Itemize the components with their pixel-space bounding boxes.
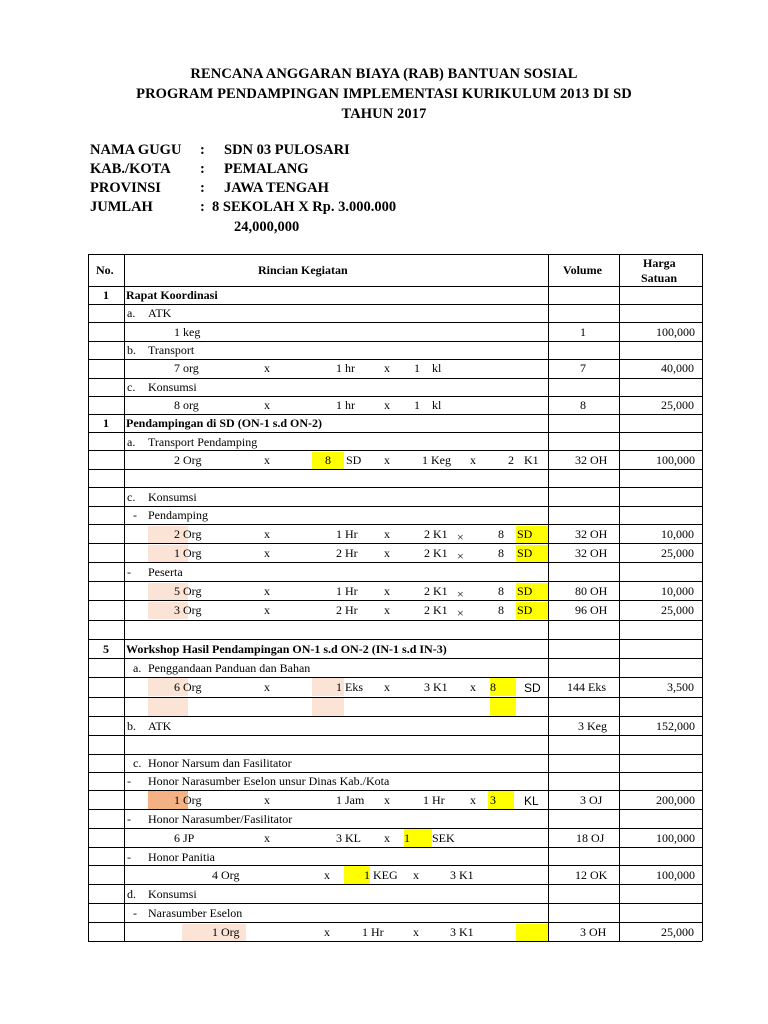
grid-line — [88, 469, 702, 470]
highlight-cell — [148, 678, 188, 696]
times: x — [470, 793, 476, 807]
qty: 1 — [212, 925, 218, 939]
times: x — [264, 831, 270, 845]
times: x — [324, 868, 330, 882]
highlight-cell — [148, 791, 188, 809]
times: × — [457, 530, 464, 544]
qty: 2 Hr — [336, 546, 358, 560]
sub-item-text: Narasumber Eselon — [148, 906, 243, 920]
colon: : — [200, 161, 205, 177]
qty: 3 K1 — [424, 680, 448, 694]
times: x — [384, 361, 390, 375]
qty: 3 — [490, 793, 496, 807]
qty: 2 K1 — [424, 584, 448, 598]
times: x — [413, 868, 419, 882]
price: 100,000 — [656, 831, 695, 845]
price: 152,000 — [656, 719, 695, 733]
col-rincian: Rincian Kegiatan — [258, 263, 348, 277]
grid-line — [88, 922, 702, 923]
price: 3,500 — [667, 680, 694, 694]
volume: 144 Eks — [567, 680, 606, 694]
times: x — [384, 398, 390, 412]
unit: Org — [183, 527, 202, 541]
price: 100,000 — [656, 453, 695, 467]
item-letter: b. — [127, 343, 136, 357]
times: x — [470, 453, 476, 467]
grid-line — [88, 697, 702, 698]
times: x — [264, 603, 270, 617]
jumlah-label: JUMLAH — [90, 199, 153, 215]
col-no: No. — [96, 263, 114, 277]
qty: 3 KL — [336, 831, 361, 845]
grid-line — [88, 677, 702, 678]
qty: 1 — [174, 546, 180, 560]
qty: 8 — [490, 680, 496, 694]
item-text: ATK — [148, 719, 172, 733]
jumlah-value: 8 SEKOLAH X Rp. 3.000.000 — [212, 199, 397, 215]
qty: 8 — [498, 527, 504, 541]
unit: Eks — [345, 680, 363, 694]
title-line-1: RENCANA ANGGARAN BIAYA (RAB) BANTUAN SOSIAL — [190, 66, 578, 82]
unit: SD — [524, 681, 541, 695]
item-letter: c. — [127, 380, 136, 394]
times: x — [384, 546, 390, 560]
price: 100,000 — [656, 325, 695, 339]
unit: SD — [517, 603, 533, 617]
item-letter: c. — [133, 756, 142, 770]
qty: 2 Hr — [336, 603, 358, 617]
unit: Org — [183, 603, 202, 617]
price: 25,000 — [661, 398, 694, 412]
price: 10,000 — [661, 584, 694, 598]
unit: kl — [432, 361, 442, 375]
item-text: Penggandaan Panduan dan Bahan — [148, 661, 311, 675]
volume: 3 OH — [580, 925, 607, 939]
unit: Org — [183, 546, 202, 560]
unit: SD — [346, 453, 362, 467]
unit: SD — [517, 546, 533, 560]
volume: 7 — [580, 361, 586, 375]
qty: 3 K1 — [450, 925, 474, 939]
qty: 1 keg — [174, 325, 201, 339]
sub-item-text: Honor Panitia — [148, 850, 215, 864]
row-no: 1 — [103, 416, 109, 430]
volume: 18 OJ — [576, 831, 605, 845]
price: 25,000 — [661, 546, 694, 560]
section-title: Workshop Hasil Pendampingan ON-1 s.d ON-2 (IN-1 s.d IN-3) — [126, 642, 447, 656]
grid-line — [88, 254, 702, 255]
times: x — [384, 680, 390, 694]
times: x — [264, 793, 270, 807]
prov-value: JAWA TENGAH — [224, 180, 329, 196]
grid-line — [88, 735, 702, 736]
volume: 80 OH — [575, 584, 608, 598]
times: × — [457, 549, 464, 563]
volume: 32 OH — [575, 453, 608, 467]
qty: 1 — [336, 680, 342, 694]
qty: 1 Jam — [336, 793, 365, 807]
grid-line — [88, 524, 702, 525]
qty: 8 — [498, 584, 504, 598]
nama-value: SDN 03 PULOSARI — [224, 142, 350, 158]
qty: 3 — [174, 603, 180, 617]
kab-value: PEMALANG — [224, 161, 309, 177]
volume: 96 OH — [575, 603, 608, 617]
highlight-cell — [490, 698, 516, 716]
times: x — [384, 527, 390, 541]
item-text: ATK — [148, 306, 172, 320]
times: x — [264, 361, 270, 375]
dash: - — [127, 565, 131, 579]
qty: 2 — [174, 527, 180, 541]
grid-line — [619, 254, 620, 941]
volume: 1 — [580, 325, 586, 339]
item-text: Transport Pendamping — [148, 435, 258, 449]
sub-item-text: Pendamping — [148, 508, 208, 522]
unit: JP — [183, 831, 195, 845]
sub-item-text: Peserta — [148, 565, 183, 579]
dash: - — [133, 906, 137, 920]
qty: 2 — [508, 453, 514, 467]
price: 10,000 — [661, 527, 694, 541]
qty: 1 hr — [336, 398, 355, 412]
unit: kl — [432, 398, 442, 412]
col-satuan: Satuan — [641, 271, 678, 285]
times: x — [264, 527, 270, 541]
item-letter: a. — [133, 661, 142, 675]
grid-line — [702, 254, 703, 941]
qty: 8 — [498, 603, 504, 617]
qty: 1 Keg — [422, 453, 451, 467]
item-letter: d. — [127, 887, 136, 901]
qty: 1 hr — [336, 361, 355, 375]
times: x — [384, 584, 390, 598]
highlight-cell — [148, 545, 188, 562]
colon: : — [200, 180, 205, 196]
grid-line — [124, 254, 125, 941]
dash: - — [127, 812, 131, 826]
unit: K1 — [524, 453, 539, 467]
price: 100,000 — [656, 868, 695, 882]
qty: 6 — [174, 680, 180, 694]
unit: Org — [183, 584, 202, 598]
qty: 2 K1 — [424, 527, 448, 541]
qty: 6 — [174, 831, 180, 845]
qty: 1 — [414, 361, 420, 375]
grid-line — [88, 620, 702, 621]
unit: Org — [221, 925, 240, 939]
title-line-2: PROGRAM PENDAMPINGAN IMPLEMENTASI KURIKULUM 2013 DI SD — [136, 86, 632, 102]
times: x — [264, 453, 270, 467]
times: x — [264, 680, 270, 694]
grid-line — [88, 600, 702, 601]
colon: : — [200, 199, 205, 215]
grid-line — [88, 543, 702, 544]
times: x — [384, 453, 390, 467]
col-harga: Harga — [643, 256, 676, 270]
volume: 32 OH — [575, 546, 608, 560]
qty: 5 — [174, 584, 180, 598]
row-no: 1 — [103, 288, 109, 302]
unit: SEK — [432, 831, 455, 845]
qty: 8 — [498, 546, 504, 560]
times: × — [457, 606, 464, 620]
qty: 1 Hr — [336, 527, 358, 541]
highlight-cell — [312, 698, 344, 716]
price: 25,000 — [661, 603, 694, 617]
item-letter: c. — [127, 490, 136, 504]
highlight-cell — [148, 526, 188, 543]
grid-line — [88, 304, 702, 305]
times: x — [264, 398, 270, 412]
times: x — [264, 584, 270, 598]
qty: 2 K1 — [424, 546, 448, 560]
sub-item-text: Honor Narasumber Eselon unsur Dinas Kab./Kota — [148, 774, 390, 788]
colon: : — [200, 142, 205, 158]
unit: KL — [524, 794, 539, 808]
dash: - — [127, 850, 131, 864]
qty: 1 Hr — [336, 584, 358, 598]
item-letter: a. — [127, 435, 136, 449]
grid-line — [88, 716, 702, 717]
highlight-cell — [148, 583, 188, 600]
times: x — [384, 793, 390, 807]
grid-line — [88, 254, 89, 941]
row-no: 5 — [103, 642, 109, 656]
item-text: Transport — [148, 343, 195, 357]
qty: 4 Org — [212, 868, 240, 882]
times: x — [324, 925, 330, 939]
times: x — [384, 603, 390, 617]
qty: 2 K1 — [424, 603, 448, 617]
highlight-cell — [516, 924, 548, 941]
grid-line — [88, 941, 702, 942]
item-text: Konsumsi — [148, 490, 197, 504]
unit: Org — [183, 680, 202, 694]
times: x — [470, 680, 476, 694]
grid-line — [88, 790, 702, 791]
qty: 1 — [404, 831, 410, 845]
qty: 2 Org — [174, 453, 202, 467]
price: 200,000 — [656, 793, 695, 807]
item-text: Honor Narsum dan Fasilitator — [148, 756, 292, 770]
volume: 3 OJ — [580, 793, 603, 807]
highlight-cell — [148, 602, 188, 619]
title-line-3: TAHUN 2017 — [341, 106, 427, 122]
qty: 1 — [364, 868, 370, 882]
highlight-cell — [148, 698, 188, 716]
grid-line — [88, 581, 702, 582]
item-text: Konsumsi — [148, 887, 197, 901]
unit: Org — [183, 793, 202, 807]
price: 25,000 — [661, 925, 694, 939]
volume: 3 Keg — [578, 719, 607, 733]
section-title: Pendampingan di SD (ON-1 s.d ON-2) — [126, 416, 323, 430]
qty: 1 Hr — [362, 925, 384, 939]
nama-label: NAMA GUGU — [90, 142, 182, 158]
unit: SD — [517, 527, 533, 541]
grid-line — [548, 254, 549, 941]
times: x — [413, 925, 419, 939]
unit: SD — [517, 584, 533, 598]
unit: KEG — [373, 868, 398, 882]
qty: 7 org — [174, 361, 199, 375]
qty: 8 — [325, 453, 331, 467]
kab-label: KAB./KOTA — [90, 161, 171, 177]
volume: 8 — [580, 398, 586, 412]
times: x — [384, 831, 390, 845]
qty: 1 — [174, 793, 180, 807]
times: × — [457, 587, 464, 601]
sub-item-text: Honor Narasumber/Fasilitator — [148, 812, 293, 826]
section-title: Rapat Koordinasi — [126, 288, 218, 302]
qty: 1 — [414, 398, 420, 412]
dash: - — [127, 774, 131, 788]
qty: 8 org — [174, 398, 199, 412]
volume: 32 OH — [575, 527, 608, 541]
times: x — [264, 546, 270, 560]
total-amount: 24,000,000 — [234, 219, 300, 235]
item-letter: b. — [127, 719, 136, 733]
qty: 1 Hr — [423, 793, 445, 807]
dash: - — [133, 508, 137, 522]
prov-label: PROVINSI — [90, 180, 161, 196]
grid-line — [88, 828, 702, 829]
volume: 12 OK — [575, 868, 608, 882]
item-text: Konsumsi — [148, 380, 197, 394]
qty: 3 K1 — [450, 868, 474, 882]
price: 40,000 — [661, 361, 694, 375]
item-letter: a. — [127, 306, 136, 320]
col-volume: Volume — [563, 263, 602, 277]
